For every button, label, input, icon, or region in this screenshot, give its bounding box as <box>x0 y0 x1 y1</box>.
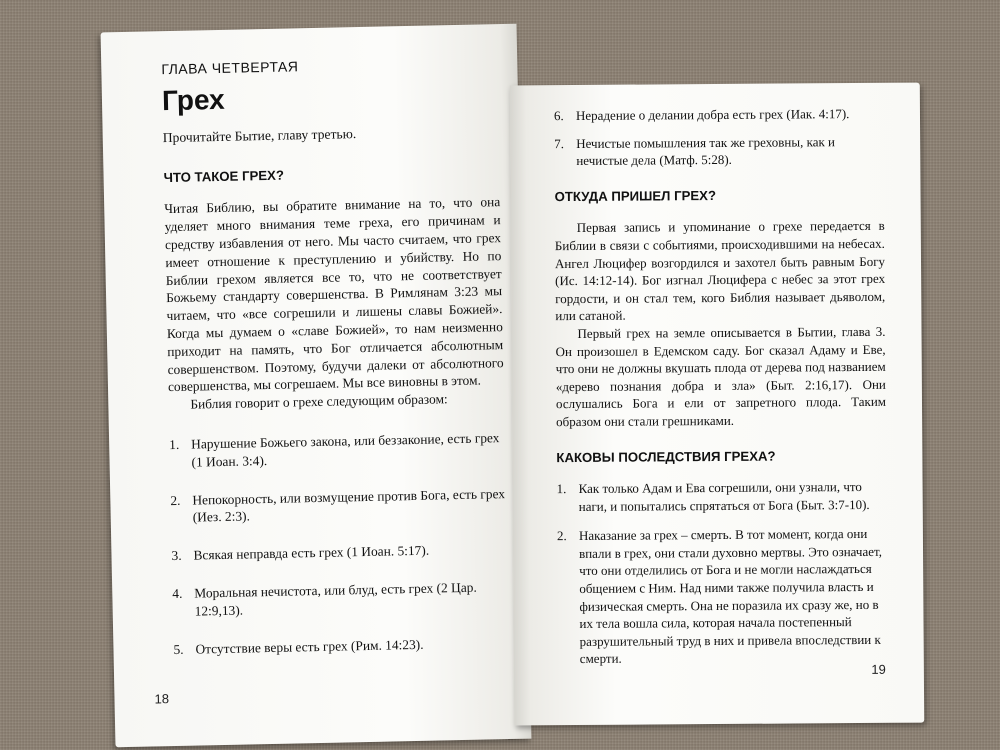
page-number-left: 18 <box>154 691 170 707</box>
list-item-number: 7. <box>554 135 564 151</box>
list-item-text: Нерадение о делании добра есть грех (Иак. 4:17). <box>575 106 850 123</box>
chapter-label: ГЛАВА ЧЕТВЕРТАЯ <box>161 58 299 78</box>
list-item-number: 4. <box>172 585 183 601</box>
list-item-text: Нарушение Божьего закона, или беззаконие, есть грех (1 Иоан. 3:4). <box>191 430 500 470</box>
list-item-number: 5. <box>173 641 184 657</box>
list-item <box>557 525 888 668</box>
list-item-number: 1. <box>169 436 180 453</box>
list-item-text: Как только Адам и Ева согрешили, они узнали, что наги, и попытались спрятаться от Бога (Быт. 3:7-10). <box>578 479 870 514</box>
list-item <box>172 578 509 621</box>
list-item-number: 3. <box>171 547 182 564</box>
left-page-content <box>161 54 509 658</box>
list-item-text: Всякая неправда есть грех (1 Иоан. 5:17). <box>193 542 430 563</box>
page-number-right: 19 <box>871 661 886 677</box>
section-heading-where-sin-came-from: ОТКУДА ПРИШЕЛ ГРЕХ? <box>554 187 717 204</box>
section-paragraph: Читая Библию, вы обратите внимание на то, что она уделяет много внимания теме греха, его причинам и средству избавления от него. Мы часто считаем, что грех имеет отношение к преступлению и убийству. Но по Библии грехом является все то, что не соответствует Божьему стандарту совершенства. В Римлянам 3:23 мы читаем, что «все согрешили и лишены славы Божией». Когда мы думаем о «славе Божией», то нам неизменно приходит на память, что Бог отличается абсолютным совершенством. Поэтому, будучи далеки от абсолютного совершенства, мы согрешаем. Мы все виновны в этом. <box>164 194 504 395</box>
chapter-intro: Прочитайте Бытие, главу третью. <box>162 125 357 145</box>
section-heading-what-is-sin: ЧТО ТАКОЕ ГРЕХ? <box>163 167 285 185</box>
section-paragraph: Первый грех на земле описывается в Бытии, глава 3. Он произошел в Едемском саду. Бог сказал Адаму и Еве, что они не должны вкушать плода от дерева под названием «дерево познания добра и зла» (Быт. 2:16,17). Они ослушались Бога и ели от запретного плода. Таким образом они стали грешниками. <box>555 323 887 430</box>
list-item <box>170 485 507 528</box>
list-item-text: Отсутствие веры есть грех (Рим. 14:23). <box>195 636 424 657</box>
list-item <box>554 105 884 125</box>
list-item <box>554 132 884 169</box>
list-item <box>557 478 887 515</box>
section-heading-consequences-of-sin: КАКОВЫ ПОСЛЕДСТВИЯ ГРЕХА? <box>556 448 776 465</box>
list-item-number: 2. <box>556 528 567 544</box>
consequences-list <box>557 478 888 668</box>
list-item-number: 1. <box>556 481 567 497</box>
section-lead-paragraph: Библия говорит о грехе следующим образом: <box>190 391 448 412</box>
list-item-text: Непокорность, или возмущение против Бога, есть грех (Иез. 2:3). <box>192 485 506 525</box>
list-item-text: Моральная нечистота, или блуд, есть грех (2 Цар. 12:9,13). <box>194 579 477 619</box>
right-page-content <box>554 105 888 680</box>
section-paragraph: Первая запись и упоминание о грехе передается в Библии в связи с событиями, происходившими на небесах. Ангел Люцифер возгордился и захотел быть равным Богу (Ис. 14:12-14). Бог изгнал Люцифера с небес за этот грех гордости, и он стал тем, кого Библия называет дьяволом, или сатаной. <box>554 218 886 324</box>
sin-definition-list <box>169 429 510 658</box>
left-page <box>101 24 532 748</box>
list-item <box>173 634 509 659</box>
list-item <box>169 429 506 472</box>
sin-definition-list-continued <box>554 105 884 170</box>
chapter-title: Грех <box>161 83 225 116</box>
list-item-text: Нечистые помышления так же греховны, как и нечистые дела (Матф. 5:28). <box>576 133 836 169</box>
list-item-text: Наказание за грех – смерть. В тот момент, когда они впали в грех, они стали духовно мертвы. Это означает, что они отделились от Бога и не могли наслаждаться общением с Ним. Над ними также получила власть и физическая смерть. Она не поразила их сразу же, но в их тела вошла сила, которая начала постепенный разрушительный труд в них и привела впоследствии к смерти. <box>578 526 882 667</box>
right-page <box>510 83 924 726</box>
list-item-number: 2. <box>170 492 181 508</box>
list-item <box>171 540 507 565</box>
list-item-number: 6. <box>553 108 564 124</box>
